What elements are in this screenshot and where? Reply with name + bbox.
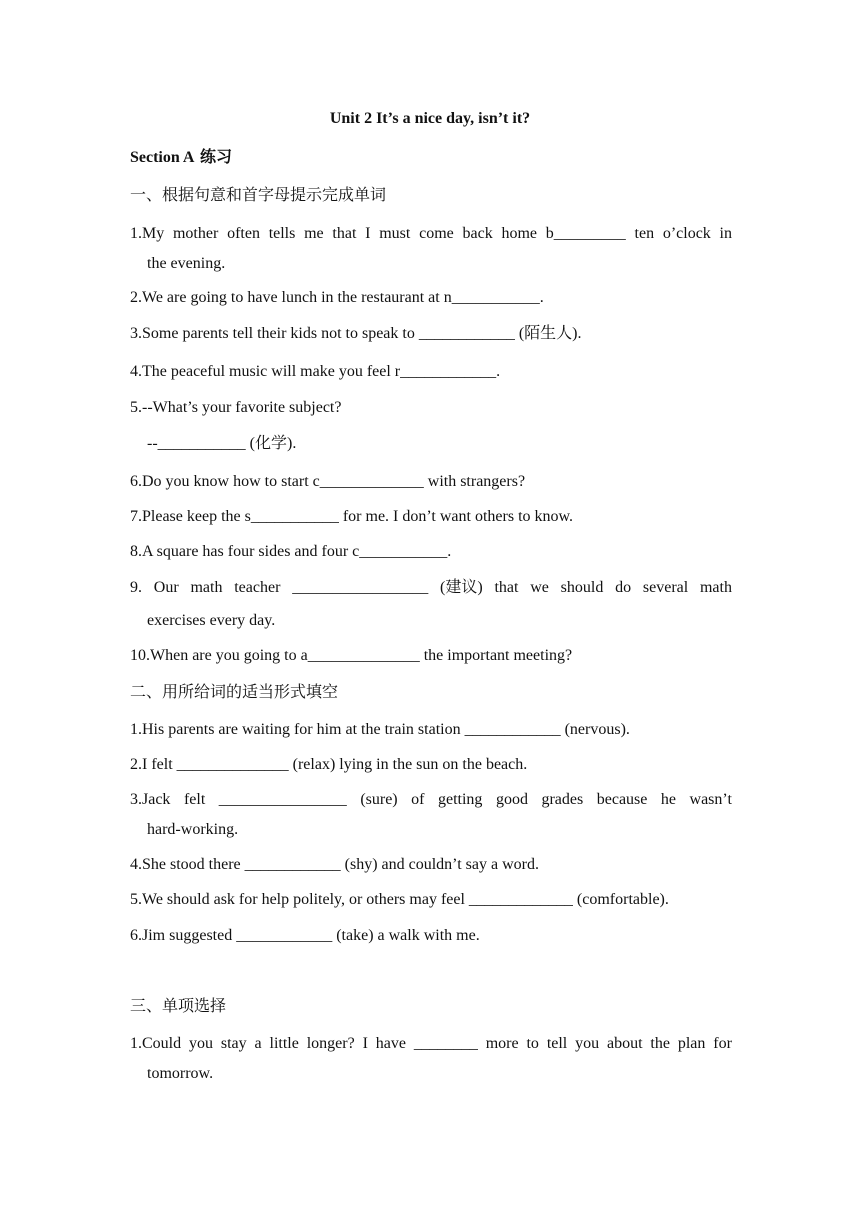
part1-question-9-line-2: exercises every day. bbox=[147, 612, 276, 629]
word: teacher bbox=[234, 579, 281, 596]
word: should bbox=[560, 579, 604, 596]
word: mother bbox=[172, 225, 219, 242]
word: 1.Could bbox=[130, 1035, 182, 1052]
part2-question-1: 1.His parents are waiting for him at the train station ____________ (nervous). bbox=[130, 721, 630, 738]
word: grades bbox=[541, 791, 584, 808]
part2-question-4: 4.She stood there ____________ (shy) and couldn’t say a word. bbox=[130, 856, 539, 873]
word: back bbox=[462, 225, 493, 242]
part1-question-1-line-2: the evening. bbox=[147, 255, 226, 272]
part1-question-5-line-2: --___________ (化学). bbox=[147, 435, 297, 452]
part1-question-8: 8.A square has four sides and four c___________. bbox=[130, 543, 452, 560]
word: ten bbox=[634, 225, 655, 242]
word: little bbox=[269, 1035, 299, 1052]
section-suffix: 练习 bbox=[194, 147, 233, 166]
word: plan bbox=[677, 1035, 706, 1052]
word: he bbox=[660, 791, 676, 808]
part2-question-3-line-1 bbox=[130, 790, 732, 810]
part1-question-7: 7.Please keep the s___________ for me. I don’t want others to know. bbox=[130, 508, 574, 525]
word: must bbox=[379, 225, 411, 242]
part2-question-5: 5.We should ask for help politely, or others may feel _____________ (comfortable). bbox=[130, 891, 669, 908]
word: longer? bbox=[306, 1035, 355, 1052]
word: for bbox=[713, 1035, 732, 1052]
part1-question-10: 10.When are you going to a______________ the important meeting? bbox=[130, 647, 573, 664]
word: o’clock bbox=[662, 225, 711, 242]
part1-question-1-line-1 bbox=[130, 224, 732, 244]
word: 1.My bbox=[130, 225, 165, 242]
word: often bbox=[227, 225, 260, 242]
word: have bbox=[375, 1035, 406, 1052]
part1-question-6: 6.Do you know how to start c_____________ with strangers? bbox=[130, 473, 526, 490]
word: a bbox=[254, 1035, 262, 1052]
part3-question-1-line-2: tomorrow. bbox=[147, 1065, 214, 1082]
part1-heading: 一、根据句意和首字母提示完成单词 bbox=[130, 185, 387, 204]
part3-heading: 三、单项选择 bbox=[130, 996, 227, 1015]
word: do bbox=[615, 579, 632, 596]
word: I bbox=[365, 225, 371, 242]
part2-question-2: 2.I felt ______________ (relax) lying in the sun on the beach. bbox=[130, 756, 528, 773]
word: you bbox=[189, 1035, 213, 1052]
part1-question-9-line-1 bbox=[130, 578, 732, 598]
part2-question-3-line-2: hard-working. bbox=[147, 821, 239, 838]
word: in bbox=[719, 225, 732, 242]
section-heading bbox=[130, 147, 732, 168]
word: you bbox=[575, 1035, 600, 1052]
part2-question-6: 6.Jim suggested ____________ (take) a walk with me. bbox=[130, 927, 480, 944]
word: that bbox=[332, 225, 357, 242]
word: (sure) bbox=[360, 791, 398, 808]
word: come bbox=[419, 225, 454, 242]
word: 9. bbox=[130, 579, 142, 596]
word: because bbox=[596, 791, 648, 808]
word: the bbox=[650, 1035, 670, 1052]
answer-blank: ________________ bbox=[218, 791, 347, 808]
answer-blank: ________ bbox=[413, 1035, 478, 1052]
part1-question-5-line-1: 5.--What’s your favorite subject? bbox=[130, 399, 342, 416]
answer-blank: _________________ bbox=[292, 579, 429, 596]
word: stay bbox=[220, 1035, 247, 1052]
word: tell bbox=[546, 1035, 568, 1052]
word: we bbox=[530, 579, 549, 596]
word: about bbox=[607, 1035, 643, 1052]
word: of bbox=[411, 791, 425, 808]
word: to bbox=[526, 1035, 539, 1052]
word: good bbox=[495, 791, 528, 808]
part1-question-2: 2.We are going to have lunch in the restaurant at n___________. bbox=[130, 289, 544, 306]
word: more bbox=[485, 1035, 519, 1052]
part1-question-3: 3.Some parents tell their kids not to speak to ____________ (陌生人). bbox=[130, 325, 582, 342]
word: getting bbox=[437, 791, 483, 808]
word: (建议) bbox=[439, 579, 483, 596]
word: tells bbox=[268, 225, 296, 242]
answer-blank: b_________ bbox=[545, 225, 626, 242]
word: several bbox=[642, 579, 689, 596]
part2-heading: 二、用所给词的适当形式填空 bbox=[130, 682, 339, 701]
word: wasn’t bbox=[689, 791, 732, 808]
word: felt bbox=[183, 791, 206, 808]
word: Our bbox=[153, 579, 179, 596]
word: that bbox=[494, 579, 519, 596]
word: I bbox=[362, 1035, 368, 1052]
word: me bbox=[304, 225, 324, 242]
word: home bbox=[501, 225, 538, 242]
word: math bbox=[699, 579, 732, 596]
part3-question-1-line-1 bbox=[130, 1034, 732, 1054]
word: math bbox=[190, 579, 223, 596]
word: 3.Jack bbox=[130, 791, 171, 808]
part1-question-4: 4.The peaceful music will make you feel r____________. bbox=[130, 363, 501, 380]
section-label: Section A bbox=[130, 149, 195, 166]
page-title: Unit 2 It’s a nice day, isn’t it? bbox=[329, 110, 531, 127]
